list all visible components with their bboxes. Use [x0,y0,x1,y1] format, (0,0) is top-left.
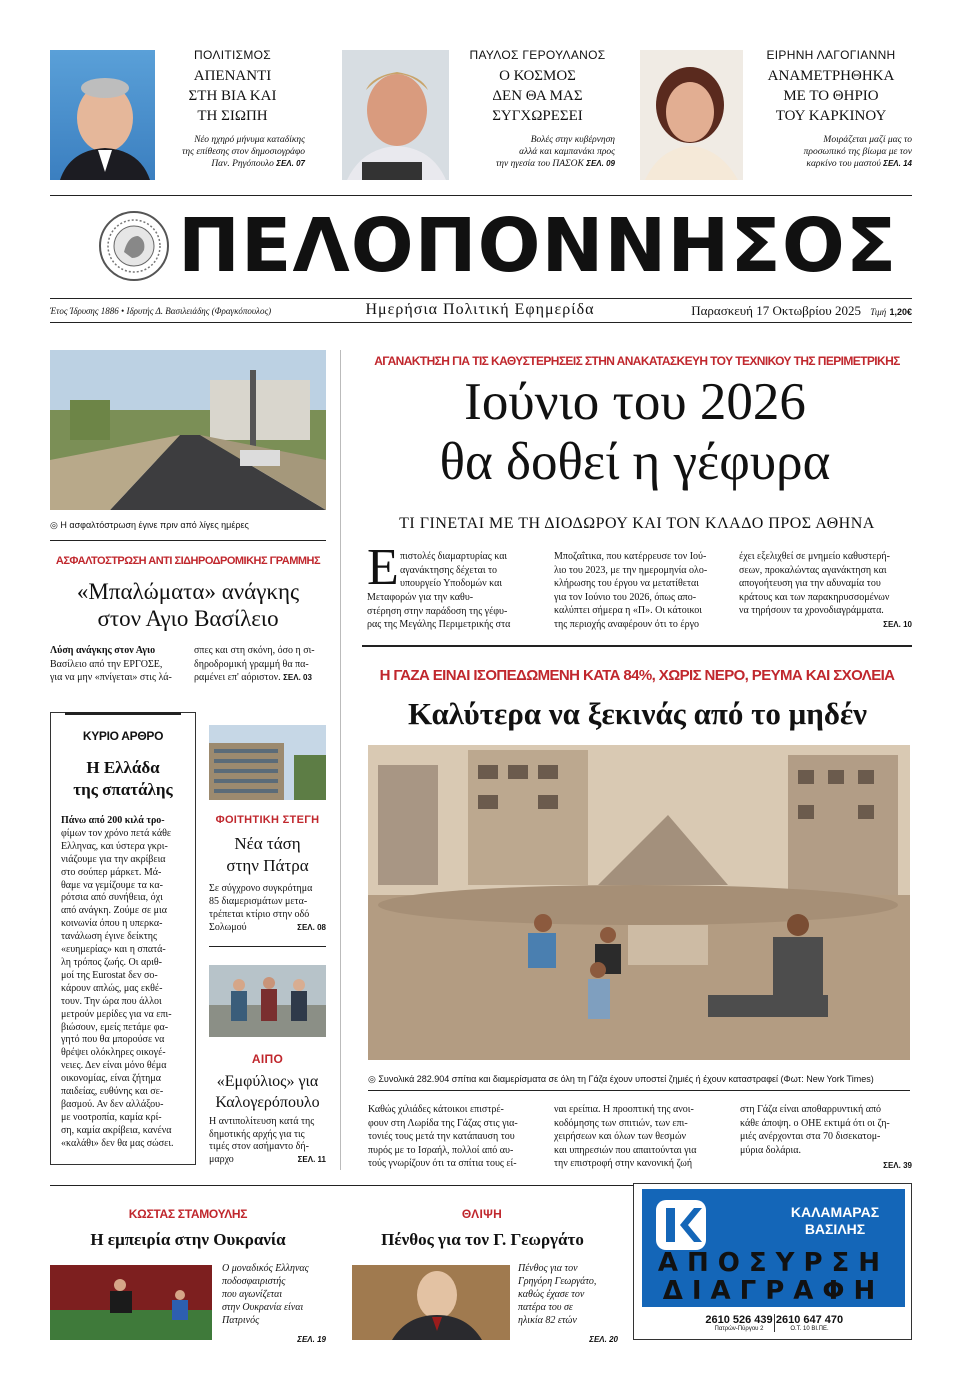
editorial-line: νειες. Δεν είναι μόνο θέμα [61,1060,167,1072]
teaser-text: Νέο ηχηρό μήνυμα καταδίκης [194,135,305,145]
body-line: μύρια δολάρια. [740,1144,801,1156]
teaser-title-line: ΤΗ ΣΙΩΠΗ [197,108,268,124]
body-line: τρέπεται κτίριο στην οδό [209,909,310,920]
ad-phone[interactable]: 2610 647 470 [775,1314,844,1326]
body-line: Πένθος για τον [518,1263,578,1274]
editorial-line: ρότσια από συνήθεια, όχι [61,892,163,904]
sport-title[interactable]: Η εμπειρία στην Ουκρανία [90,1230,286,1249]
dropcap: Ε [367,539,399,596]
teaser-title-line: ΣΥΓΧΩΡΕΣΕΙ [492,108,583,124]
editorial-line: από ανάγκη. Ζούμε σε μια [61,905,167,917]
editorial-body [61,815,185,1151]
editorial-line: τουν. Την ώρα που άλλοι [61,995,162,1007]
title-line: Νέα τάση [234,834,301,853]
portrait-man-1 [50,50,155,180]
teaser-photo-1 [50,50,155,180]
masthead-rule-2 [50,322,912,323]
masthead-logo-seal [98,210,170,282]
obit-title[interactable]: Πένθος για τον Γ. Γεωργάτο [381,1230,584,1249]
ad-box[interactable] [633,1183,912,1340]
building-image [209,725,326,800]
left-rule [50,540,326,541]
founded-line: Έτος Ίδρυσης 1886 • Ιδρυτής Δ. Βασιλειάδης (Φραγκόπουλος) [50,306,272,316]
ad-logo-icon [652,1196,710,1254]
lead-title[interactable] [355,372,915,492]
lead-subtitle: ΤΙ ΓΙΝΕΤΑΙ ΜΕ ΤΗ ΔΙΟΔΩΡΟΥ ΚΑΙ ΤΟΝ ΚΛΑΔΟ ΠΡΟΣ ΑΘΗΝΑ [399,515,875,532]
page-ref: ΣΕΛ. 20 [589,1335,618,1344]
title-line: θα δοθεί η γέφυρα [439,433,831,491]
page-ref: ΣΕΛ. 08 [297,923,326,932]
body-line: δηροδρομική γραμμή θα πα- [194,658,309,670]
obit-photo [352,1265,510,1340]
masthead-title: ΠΕΛΟΠΟΝΝΗΣΟΣ [178,203,898,289]
title-line: Ιούνιο του 2026 [464,373,806,431]
body-line: ναι ερείπια. Η προοπτική της ανοι- [554,1104,694,1115]
teaser-title-line: ΤΟΥ ΚΑΡΚΙΝΟΥ [775,108,887,124]
camera-icon: ◎ [368,1074,379,1084]
page-ref: ΣΕΛ. 03 [283,673,312,683]
gaza-rule [368,1090,910,1091]
body-line: ραμένει επ' αόριστον. [194,672,281,684]
teaser-title-line: ΑΝΑΜΕΤΡΗΘΗΚΑ [767,68,895,84]
building-photo [209,725,326,800]
teaser-2[interactable] [460,48,615,170]
body-line: Μποζαΐτικα, που κατέρρευσε τον Ιού- [554,551,707,562]
body-line: την επιστροφή στην κανονική ζωή [554,1158,693,1170]
body-line: Σε σύγχρονο συγκρότημα [209,883,313,894]
teaser-kicker: ΕΙΡΗΝΗ ΛΑΓΟΓΙΑΝΝΗ [766,48,896,62]
ad-address: Πατρών-Πύργου 2 [714,1326,764,1332]
body-line: σεων, προκαλώντας αγανάκτηση και [739,564,887,576]
page-ref: ΣΕΛ. 11 [297,1154,326,1164]
body-line: πατέρα του σε [518,1302,573,1313]
portrait-woman [640,50,743,180]
editorial-line: παιδείας, ευθύνης και σε- [61,1086,164,1098]
editorial-line: μοί της Eurostat δεν σο- [61,969,158,981]
page-ref: ΣΕΛ. 14 [883,159,912,168]
ad-brand: ΒΑΣΙΛΗΣ [804,1221,866,1237]
body-line: κράτους και των παρακηρυσσομένων [739,591,890,603]
body-line: έχει εξελιχθεί σε μνημείο καθυστερή- [739,551,890,562]
teaser-title-line: ΣΤΗ ΒΙΑ ΚΑΙ [188,88,277,104]
vertical-divider [340,350,341,1170]
body-line: σπες και στη σκόνη, όσο η σι- [194,645,315,656]
gaza-photo [368,745,910,1060]
teaser-1[interactable] [160,48,305,170]
editorial-line: θρέψει ολόκληρες οικογέ- [61,1047,166,1059]
body-line: πιστολές διαμαρτυρίας και [400,551,508,562]
aipo-kicker: ΑΙΠΟ [251,1052,284,1066]
body-line: Η αντιπολίτευση κατά της [209,1116,315,1127]
body-line: που αγωνίζεται [222,1289,283,1300]
editorial-line: φίμων τον χρόνο πετά κάθε [61,827,172,839]
body-line: καλύπτει σήμερα η «Π». Οι κάτοικοι [554,605,702,617]
body-line: για τον Ιούνιο του 2026, όπως απο- [554,591,697,603]
editorial-line: θαμε να γεμίζουμε τα κα- [61,879,163,891]
teaser-photo-2 [342,50,449,180]
teaser-3[interactable] [750,48,912,170]
price-label: Τιμή [870,307,887,317]
teaser-text: Βολές στην κυβέρνηση [530,135,615,145]
body-line: πυρός με το Ισραήλ, πολλοί από αυ- [368,1144,514,1156]
ad-brand: ΚΑΛΑΜΑΡΑΣ [790,1204,880,1220]
teaser-kicker: ΠΟΛΙΤΙΣΜΟΣ [194,48,271,62]
road-image [50,350,326,510]
teaser-title-line: ΔΕΝ ΘΑ ΜΑΣ [492,88,583,104]
body-line: υπουργείο Υποδομών και [400,578,503,590]
teaser-text: προσωπικό της βίωμα με τον [803,147,912,157]
teaser-title-line: ΜΕ ΤΟ ΘΗΡΙΟ [783,88,879,104]
body-line: τονιές τους μετά την κατάπαυση του [368,1131,515,1143]
teaser-title-line: Ο ΚΟΣΜΟΣ [499,68,576,84]
body-line: κοδόμησης των σπιτιών, των επι- [554,1117,688,1129]
teaser-kicker: ΠΑΥΛΟΣ ΓΕΡΟΥΛΑΝΟΣ [469,48,606,62]
portrait-elderly-man [352,1265,510,1340]
ad-line1: ΑΠΟΣΥΡΣΗ [657,1248,890,1278]
page-ref: ΣΕΛ. 39 [883,1161,912,1171]
body-line: Πατρινός [222,1315,260,1326]
photo-caption: Η ασφαλτόστρωση έγινε πριν από λίγες ημέρες [60,520,249,530]
body-line: Καθώς χιλιάδες κάτοικοι επιστρέ- [368,1104,504,1115]
title-line: «Μπαλώματα» ανάγκης [76,579,300,604]
editorial-line: γητό που θα μπορούσε να [61,1034,165,1046]
page-ref: ΣΕΛ. 19 [297,1335,326,1344]
editorial-title: της σπατάλης [73,780,173,799]
editorial-line: τανάλωση έγινε δείκτης [61,931,157,943]
page-ref: ΣΕΛ. 07 [276,159,305,168]
left-story-kicker: ΑΣΦΑΛΤΟΣΤΡΩΣΗ ΑΝΤΙ ΣΙΔΗΡΟΔΡΟΜΙΚΗΣ ΓΡΑΜΜΗΣ [55,555,321,567]
body-line: Σολωμού [209,922,247,933]
body-line: κλήρωσης του έργου να μετατίθεται [554,578,699,590]
body-line: και υπηρεσιών που απαιτούνται για [554,1144,697,1156]
editorial-line: «ευημερίας» και η σπατά- [61,944,166,956]
gaza-ruins-image [368,745,910,1060]
body-line: ποδοσφαιριστής [222,1276,286,1287]
body-line: χειρήσεων και όλων των θεσμών [554,1131,687,1143]
road-photo [50,350,326,510]
teaser-text: καρκίνο του μαστού [806,159,881,169]
title-line: «Εμφύλιος» για [216,1073,319,1090]
editorial-title: Η Ελλάδα [86,758,160,777]
editorial-line: βιώσουν, εμείς πετάμε φα- [61,1021,169,1033]
body-line: Μεταφορών για την καθυ- [367,592,474,603]
masthead-subtitle: Ημερήσια Πολιτική Εφημερίδα [365,301,595,318]
lead-kicker: ΑΓΑΝΑΚΤΗΣΗ ΓΙΑ ΤΙΣ ΚΑΘΥΣΤΕΡΗΣΕΙΣ ΣΤΗΝ ΑΝΑΚΑΤΑΣΚΕΥΗ ΤΟΥ ΤΕΧΝΙΚΟΥ ΤΗΣ ΠΕΡΙΜΕΤΡΙΚΗΣ [374,354,900,368]
council-photo [209,965,326,1037]
teaser-text: την ηγεσία του ΠΑΣΟΚ [495,159,584,169]
portrait-man-2 [342,50,449,180]
editorial-line: Ελληνας, και ύστερα γκρι- [61,840,168,852]
football-image [50,1265,212,1340]
title-line: στην Πάτρα [226,856,309,875]
body-line: ρας της Μεγάλης Περιμετρικής στα [367,619,511,631]
body-line: στην Ουκρανία είναι [222,1302,304,1313]
body-line: στέρηση στην παράδοση της γέφυ- [367,605,508,617]
body-line: δημοτικής αρχής για τις [209,1128,305,1140]
editorial-label: ΚΥΡΙΟ ΑΡΘΡΟ [82,729,164,743]
editorial-line: Πάνω από 200 κιλά τρο- [61,815,165,826]
body-line: μιές ανέρχονται στα 70 δισεκατομ- [740,1131,881,1143]
issue-date: Παρασκευή 17 Οκτωβρίου 2025 [691,303,861,318]
body-line: για να μην «πνίγεται» στις λά- [50,672,172,684]
teaser-title-line: ΑΠΕΝΑΝΤΙ [193,68,272,84]
gaza-title[interactable]: Καλύτερα να ξεκινάς από το μηδέν [407,696,868,731]
sport-kicker: ΚΩΣΤΑΣ ΣΤΑΜΟΥΛΗΣ [128,1207,248,1221]
editorial-line: με νοοτροπία, καμία κρί- [61,1111,162,1123]
editorial-line: «καλάθι» δεν θα μας σώσει. [61,1137,174,1149]
body-line: αγανάκτησης δέχεται το [400,564,498,576]
photo-caption: Συνολικά 282.904 σπίτια και διαμερίσματα σε όλη τη Γάζα έχουν υποστεί ζημιές ή έχουν καταστραφεί (Φωτ: New York Times) [378,1074,874,1084]
obit-kicker: ΘΛΙΨΗ [461,1207,503,1221]
editorial-line: λη τρόπος ζωής. Οι αριθ- [61,956,163,968]
ad-phone[interactable]: 2610 526 439 [705,1314,773,1326]
page-ref: ΣΕΛ. 09 [586,159,615,168]
body-line: να τηρήσουν τα χρονοδιαγράμματα. [739,605,884,617]
body-line: Λύση ανάγκης στον Αγιο [50,645,156,656]
student-title[interactable] [209,833,326,877]
body-line: ηλικία 82 ετών [518,1315,577,1326]
title-line: Καλογερόπουλο [215,1094,320,1111]
body-line: 85 διαμερισμάτων μετα- [209,896,308,907]
aipo-title[interactable] [209,1071,326,1113]
student-rule [209,946,326,947]
body-line: της περιοχής αναφέρουν ότι το έργο [554,618,700,630]
price: 1,20€ [889,307,912,317]
camera-icon: ◎ [50,520,61,530]
football-photo [50,1265,212,1340]
top-rule [50,195,912,196]
ad-line2: ΔΙΑΓΡΑΦΗ [662,1276,885,1306]
body-line: κάθε άποψη. ο ΟΗΕ εκτιμά ότι οι ζη- [740,1117,890,1129]
gaza-kicker: Η ΓΑΖΑ ΕΙΝΑΙ ΙΣΟΠΕΔΩΜΕΝΗ ΚΑΤΑ 84%, ΧΩΡΙΣ ΝΕΡΟ, ΡΕΥΜΑ ΚΑΙ ΣΧΟΛΕΙΑ [379,667,895,684]
masthead-rule [50,298,912,299]
body-line: στη Γάζα είναι αποθαρρυντική από [740,1104,882,1115]
editorial-line: οικονομίας, είναι ζήτημα [61,1073,161,1085]
page-ref: ΣΕΛ. 10 [883,619,912,629]
title-line: στον Αγιο Βασίλειο [97,606,279,631]
teaser-text: αλλά και καμπανάκι προς [519,147,615,157]
body-line: μαρχο [209,1153,234,1165]
teaser-text: Μοιράζεται μαζί μας το [823,135,912,145]
seal-icon [98,210,170,282]
editorial-line: μετρούν μερίδες για να επι- [61,1008,172,1020]
body-line: τιμές στον ασήμαντο δή- [209,1141,309,1152]
student-kicker: ΦΟΙΤΗΤΙΚΗ ΣΤΕΓΗ [215,814,320,826]
body-line: απογοήτευση για την αδυναμία του [739,578,881,590]
ad-address: Ο.Τ. 10 ΒΙ.ΠΕ. [790,1326,829,1332]
council-image [209,965,326,1037]
body-line: Βασίλειο από την ΕΡΓΟΣΕ, [50,658,163,670]
editorial-line: στο σούπερ μάρκετ. Μά- [61,866,162,878]
lead-rule [362,645,912,647]
teaser-text: της επίθεσης στον δημοσιογράφο [182,147,305,157]
body-line: καθώς έχασε τον [518,1289,585,1300]
editorial-line: ση, καμία ακρίβεια, κανένα [61,1124,172,1136]
left-story-title[interactable] [50,578,326,632]
body-line: φουν στη Λωρίδα της Γάζας στις για- [368,1117,518,1129]
body-line: λιο του 2023, με την ημερομηνία ολο- [554,564,708,576]
body-line: τούς γνωρίζουν ότι τα σπίτια τους εί- [368,1158,517,1170]
body-line: Γρηγόρη Γεωργάτο, [518,1276,597,1287]
editorial-line: κοινωνία όπου η υπερκα- [61,918,163,930]
teaser-text: Παν. Ρηγόπουλο [211,159,274,169]
teaser-photo-3 [640,50,743,180]
body-line: Ο μοναδικός Ελληνας [222,1263,309,1274]
editorial-box[interactable] [50,712,196,1165]
editorial-line: κάρουν απλώς, μας εκθέ- [61,982,163,994]
editorial-line: βασμού. Αν δεν αλλάξου- [61,1098,164,1110]
editorial-line: νιάζουμε για την ακρίβεια [61,853,166,865]
